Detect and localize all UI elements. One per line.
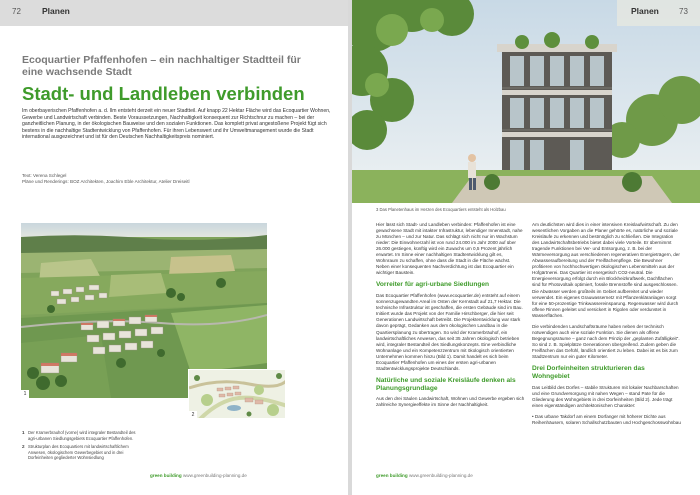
section-label: Planen	[631, 6, 659, 16]
subheading: Vorreiter für agri-urbane Siedlungen	[376, 281, 490, 289]
footer-logo: green building	[150, 473, 182, 478]
site-plan-illustration	[189, 370, 286, 419]
page-footer	[150, 473, 247, 478]
figure-badge-1: 1	[21, 390, 29, 398]
building-photo	[352, 0, 700, 203]
page-header	[617, 0, 700, 26]
text-column-2	[532, 222, 681, 431]
paragraph: Die verbindenden Landschaftsräume haben neben der technisch notwendigen auch eine soziale Funktion. Sie dienen als offene Begegnungsräume – ganz nach dem Prinzip der „geplanten Zufälligkeit“. So sind z. B. Spielplätze Generationen übergreifend. Zudem geben die Freiflächen das Gefühl, ländlich orientiert zu leben. Dabei ist es bis zum Stadtzentrum nur ein guter Kilometer.	[532, 323, 680, 359]
credit-plans: Pläne und Renderings: BOZ Architekten, Joachim Eble Architektur, Atelier Dreiseitl	[22, 179, 190, 185]
building-photo-illustration	[352, 0, 700, 203]
right-page	[352, 0, 700, 495]
figure-badge-2: 2	[189, 411, 197, 419]
article-credits	[22, 173, 322, 186]
left-page	[0, 0, 348, 495]
caption-2-number: 2	[22, 444, 25, 449]
page-header	[0, 0, 348, 26]
paragraph: Aus den drei Säulen Landwirtschaft, Wohnen und Gewerbe ergeben sich zahlreiche Synergieeffekte im Sinne der Nachhaltigkeit.	[376, 396, 525, 408]
caption-1: Der Kramerbrauhof (vorne) wird integraler Bestandteil des agri-urbanen Siedlungsgebiets Ecoquartier Pfaffenhofen.	[28, 430, 136, 441]
footer-url[interactable]: www.greenbuilding-planning.de	[182, 473, 247, 478]
caption-2: Strukturplan des Ecoquartiers mit landwirtschaftlichem Anwesen, ökologischem Gewerbegebiet und in drei Dorfeinheiten gegliederter Wohnsiedlung	[28, 444, 129, 461]
article-lead: Im oberbayerischen Pfaffenhofen a. d. Ilm entsteht derzeit ein neuer Stadtteil. Auf knapp 22 Hektar Fläche wird das Ecoquartier Wohnen, Gewerbe und Landwirtschaft verbinden. Beste Voraussetzungen, Nachhaltigkeit konsequent zur Richtschnur zu machen – bei der ganzheitlichen Planung, in der ökologischen Bauweise und den sozialen Funktionen. Das komplett privat angestoßene Projekt fügt sich bestens in die nachhaltige Stadtentwicklung von Pfaffenhofen. Für ihren Lebenswert und ihr Umweltmanagement wurde die Stadt international ausgezeichnet und ist für den Deutschen Nachhaltigkeitspreis nominiert.	[22, 108, 331, 141]
paragraph: Hier lässt sich Stadt- und Landleben verbinden: Pfaffenhofen ist eine gewachsene Stadt mit intakter Infrastruktur, lebendiger Innenstadt, nahe zu München – und zur Natur. Das schlägt sich nicht nur im Wachstum nieder: Die Einwohnerzahl ist von rund 24.000 im Jahr 2000 auf über 26.000 gestiegen, künftig wird ein Zuwachs um 0,5 Prozent jährlich erwartet. Im Sinne einer nachhaltigen Stadtentwicklung gilt es, Wohnraum zu schaffen, ohne dass die Stadt in die Fläche wächst. Neben einer konsequenten Nachverdichtung ist das Ecoquartier ein wichtiger Baustein.	[376, 222, 523, 276]
article-headline: Stadt- und Landleben verbinden	[22, 83, 305, 104]
text-column-1	[376, 222, 525, 414]
paragraph: Das Leitbild des Dorfes – stabile Strukturen mit lokaler Nachbarschaften und eine Grundversorgung mit nahen Wegen – stand Pate für die Gliederung des Wohngebiets in drei Dorfeinheiten (Bild 2). Jede trägt einen eigenständigen architektonischen Charakter:	[532, 384, 679, 408]
credit-text: Text: Verena Schlegel	[22, 173, 67, 178]
site-plan-inset	[188, 369, 286, 419]
page-footer	[376, 473, 473, 478]
section-label: Planen	[42, 6, 70, 16]
paragraph: Das Ecoquartier Pfaffenhofen (www.ecoquartier.de) entsteht auf einem sonnenzugewandten Areal im Osten der Kernstadt auf 21,7 Hektar. Die technische Infrastruktur ist geschaffen, die ersten Gebäude sind im Bau. Initiiert wurde das Projekt von der Familie Hirschberger, die hier seit Generationen Landwirtschaft betreibt. Die Projektentwicklung war stark davon geprägt, Gedanken aus dem ökologischen Landbau in die Quartiersplanung zu übertragen. So wird der Kramerbräuhof, ein landwirtschaftliches Anwesen, das seit 35 Jahren ökologisch betrieben wird, integraler Bestandteil des Siedlungskonzepts. Eine verbindliche Wohnanlage und ein Kompetenzzentrum mit ökologisch orientierten Unternehmen kommen hinzu (Bild 1). Damit handelt es sich beim Ecoquartier Pfaffenhofen um eines der ersten agri-urbanen Stadtentwicklungsprojekte Deutschlands.	[376, 293, 523, 371]
caption-1-number: 1	[22, 430, 25, 435]
footer-url[interactable]: www.greenbuilding-planning.de	[408, 473, 473, 478]
page-number: 73	[679, 7, 688, 16]
subheading: Drei Dorfeinheiten strukturieren das Wohngebiet	[532, 365, 645, 380]
article-kicker: Ecoquartier Pfaffenhofen – ein nachhaltiger Stadtteil für eine wachsende Stadt	[22, 54, 301, 78]
page-number: 72	[12, 7, 21, 16]
photo-caption: 3 Das Planetenhaus im Herzen des Ecoquartiers entsteht als Holzbau	[376, 207, 506, 212]
footer-logo: green building	[376, 473, 408, 478]
subheading: Natürliche und soziale Kreisläufe denken als Planungsgrundlage	[376, 376, 516, 392]
paragraph: Am deutlichsten wird dies in einer intensiven Kreislaufwirtschaft. Zu den wesentlichen Vorgaben an die Planer gehörte es, natürliche und soziale Kreisläufe zu erkennen und bestmöglich zu schließen. Die Integration des Landwirtschaftsbetriebs bietet dabei viele Vorteile. Er übernimmt tragende Funktionen bei Ver- und Entsorgung, z. B. bei der Wärmeversorgung aus verschiedenen regenerativen Energieträgern, der Abwasseraufbereitung und der Freiflächenpflege. Die Bewohner profitieren von hochhochwertigen ökologischen Lebensmitteln aus der Hofgärtnerei. Das Quartier ist energetisch CO2-neutral. Die Energieversorgung erfolgt durch ein Blockheizkraftwerk, Dachflächen sind für Photovoltaik optimiert, fossile Brennstoffe sind ausgeschlossen. Die Abwässer werden großteils im Gebiet aufbereitet und wieder verwendet. Ein eigenes Grauwassernetz mit Pflanzenkläranlagen sorgt für eine 50-prozentige Trinkwassereinsparung. Regenwasser wird durch offene Rinnen geleitet und versickert in Rigolen oder verdunstet in Wasserflächen.	[532, 222, 680, 318]
bullet-item: • Das urbane Takdorf am einem Dorfanger mit höherer Dichte aus Reihenhäusern, solaren Schallschutzbauten und Hochgeschosswohnbau	[532, 413, 681, 425]
